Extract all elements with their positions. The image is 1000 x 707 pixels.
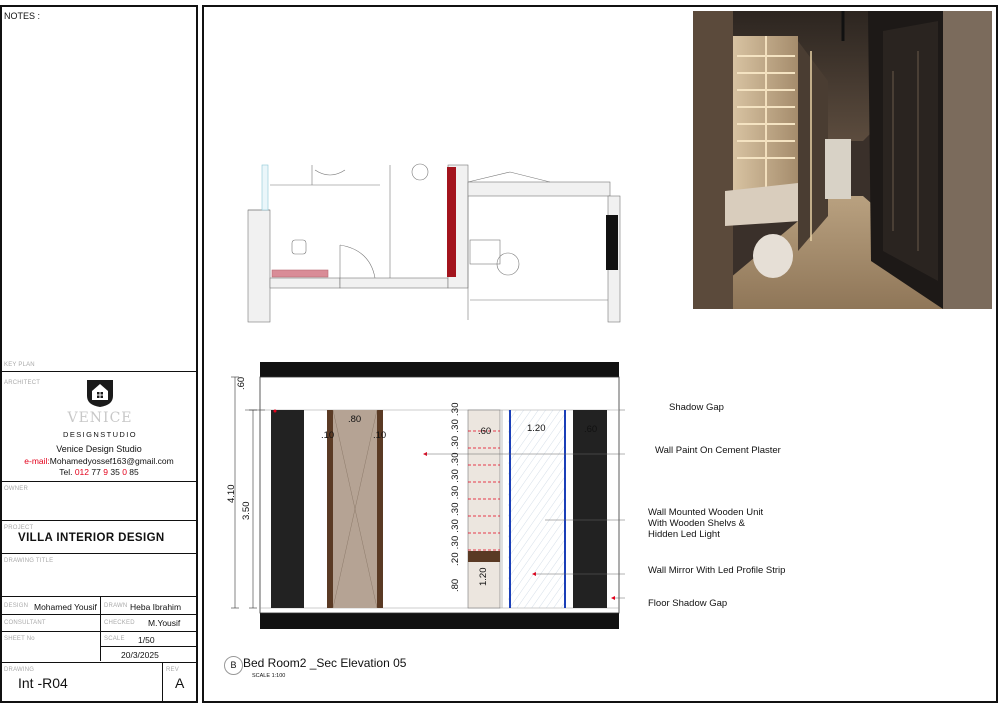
- dim-shelf: .20: [450, 552, 461, 566]
- checked-label: CHECKED: [104, 620, 135, 626]
- tel-part: 85: [129, 467, 139, 477]
- design-drawn-separator: [100, 596, 101, 661]
- scale-value: 1/50: [138, 635, 155, 645]
- divider-sheet: [0, 631, 198, 632]
- dim-door-width: .80: [348, 414, 362, 425]
- callout-wooden-unit-2: With Wooden Shelvs &: [648, 518, 745, 529]
- drawn-label: DRAWN: [104, 603, 128, 609]
- tel-part: 35: [110, 467, 120, 477]
- date-value: 20/3/2025: [121, 650, 159, 660]
- notes-divider: [0, 371, 198, 372]
- floor-plan-section: [240, 160, 630, 330]
- title-block: [0, 5, 198, 703]
- studio-logo: [85, 378, 115, 408]
- dim-shelf-spacing: [450, 402, 461, 566]
- dim-base-120: 1.20: [478, 567, 489, 586]
- divider-drawing-no: [0, 662, 198, 663]
- project-title: VILLA INTERIOR DESIGN: [18, 532, 165, 544]
- email-label: e-mail:: [24, 456, 50, 466]
- callout-wooden-unit-1: Wall Mounted Wooden Unit: [648, 507, 764, 518]
- logo-subtext: DESIGNSTUDIO: [63, 430, 137, 439]
- dim-door-frame-b: .10: [373, 430, 387, 441]
- tel-part: 012: [74, 467, 90, 477]
- checked-value: M.Yousif: [148, 618, 181, 628]
- dim-right-panel: .60: [584, 424, 598, 435]
- divider-drawing-title: [0, 553, 198, 554]
- bed-room2-section-elevation: [225, 355, 625, 640]
- rev-separator: [162, 662, 163, 702]
- studio-name: Venice Design Studio: [56, 444, 142, 454]
- section-marker-letter: B: [230, 660, 237, 670]
- architect-label: ARCHITECT: [4, 380, 41, 386]
- drawing-number: Int -R04: [18, 675, 68, 691]
- vanity-top: [468, 551, 500, 562]
- bedroom-render-photo: [693, 11, 992, 309]
- tel-part: 0: [122, 467, 127, 477]
- callout-wall-mirror: Wall Mirror With Led Profile Strip: [648, 565, 786, 576]
- left-dark-panel: [271, 410, 304, 608]
- dim-base-80: .80: [450, 578, 461, 592]
- studio-tel-line: [0, 467, 198, 477]
- callout-floor-shadow-gap: Floor Shadow Gap: [648, 598, 728, 609]
- design-value: Mohamed Yousif: [34, 602, 97, 612]
- consultant-label: CONSULTANT: [4, 620, 46, 626]
- dim-shelf: .30: [450, 468, 461, 483]
- dim-shelf: .30: [450, 485, 461, 500]
- callout-wooden-unit-3: Hidden Led Light: [648, 529, 720, 540]
- logo-text: VENICE: [67, 410, 133, 426]
- dim-door-frame-a: .10: [321, 430, 335, 441]
- divider-project: [0, 520, 198, 521]
- divider-design: [0, 596, 198, 597]
- dim-mirror-width: 1.20: [527, 423, 546, 434]
- dim-shelf: .30: [450, 435, 461, 450]
- callout-wall-paint: Wall Paint On Cement Plaster: [655, 445, 781, 456]
- section-marker: [224, 656, 243, 675]
- right-dark-panel: [573, 410, 607, 608]
- house-shield-icon: [85, 378, 115, 408]
- dim-shelf: .30: [450, 452, 461, 467]
- owner-label: OWNER: [4, 486, 28, 492]
- tel-part: 77: [91, 467, 101, 477]
- key-plan-label: KEY PLAN: [4, 362, 35, 368]
- dim-top: .60: [236, 376, 247, 390]
- design-label: DESIGN: [4, 603, 29, 609]
- studio-email-line: [0, 456, 198, 466]
- ceiling-slab: [260, 362, 619, 377]
- dim-shelf: .30: [450, 535, 461, 550]
- sheet-no-label: SHEET No: [4, 636, 35, 642]
- divider-owner: [0, 481, 198, 482]
- floor-slab: [260, 613, 619, 629]
- drawn-value: Heba Ibrahim: [130, 602, 182, 612]
- elevation-scale: SCALE 1:100: [252, 673, 286, 679]
- email-value: Mohamedyossef163@gmail.com: [49, 456, 174, 466]
- project-label: PROJECT: [4, 525, 34, 531]
- drawing-no-label: DRAWING: [4, 667, 35, 673]
- drawing-title-label: DRAWING TITLE: [4, 558, 54, 564]
- revision-value: A: [175, 675, 185, 691]
- divider-consultant: [0, 614, 198, 615]
- tel-part: 9: [103, 467, 108, 477]
- scale-label: SCALE: [104, 636, 125, 642]
- dim-shelf: .30: [450, 518, 461, 533]
- divider-date: [100, 646, 198, 647]
- wall-mirror: [508, 410, 565, 608]
- dim-shelf: .30: [450, 502, 461, 517]
- notes-label: NOTES :: [4, 11, 41, 21]
- dim-shelf: .30: [450, 418, 461, 433]
- elevation-title: Bed Room2 _Sec Elevation 05: [243, 656, 407, 670]
- dim-total-height: 4.10: [226, 484, 237, 503]
- dim-shelf: .30: [450, 402, 461, 417]
- rev-label: REV: [166, 667, 179, 673]
- dim-shelf-depth: .60: [478, 426, 492, 437]
- callout-shadow-gap: Shadow Gap: [669, 402, 724, 413]
- dim-height: 3.50: [241, 501, 252, 520]
- tel-label: Tel.: [59, 467, 73, 477]
